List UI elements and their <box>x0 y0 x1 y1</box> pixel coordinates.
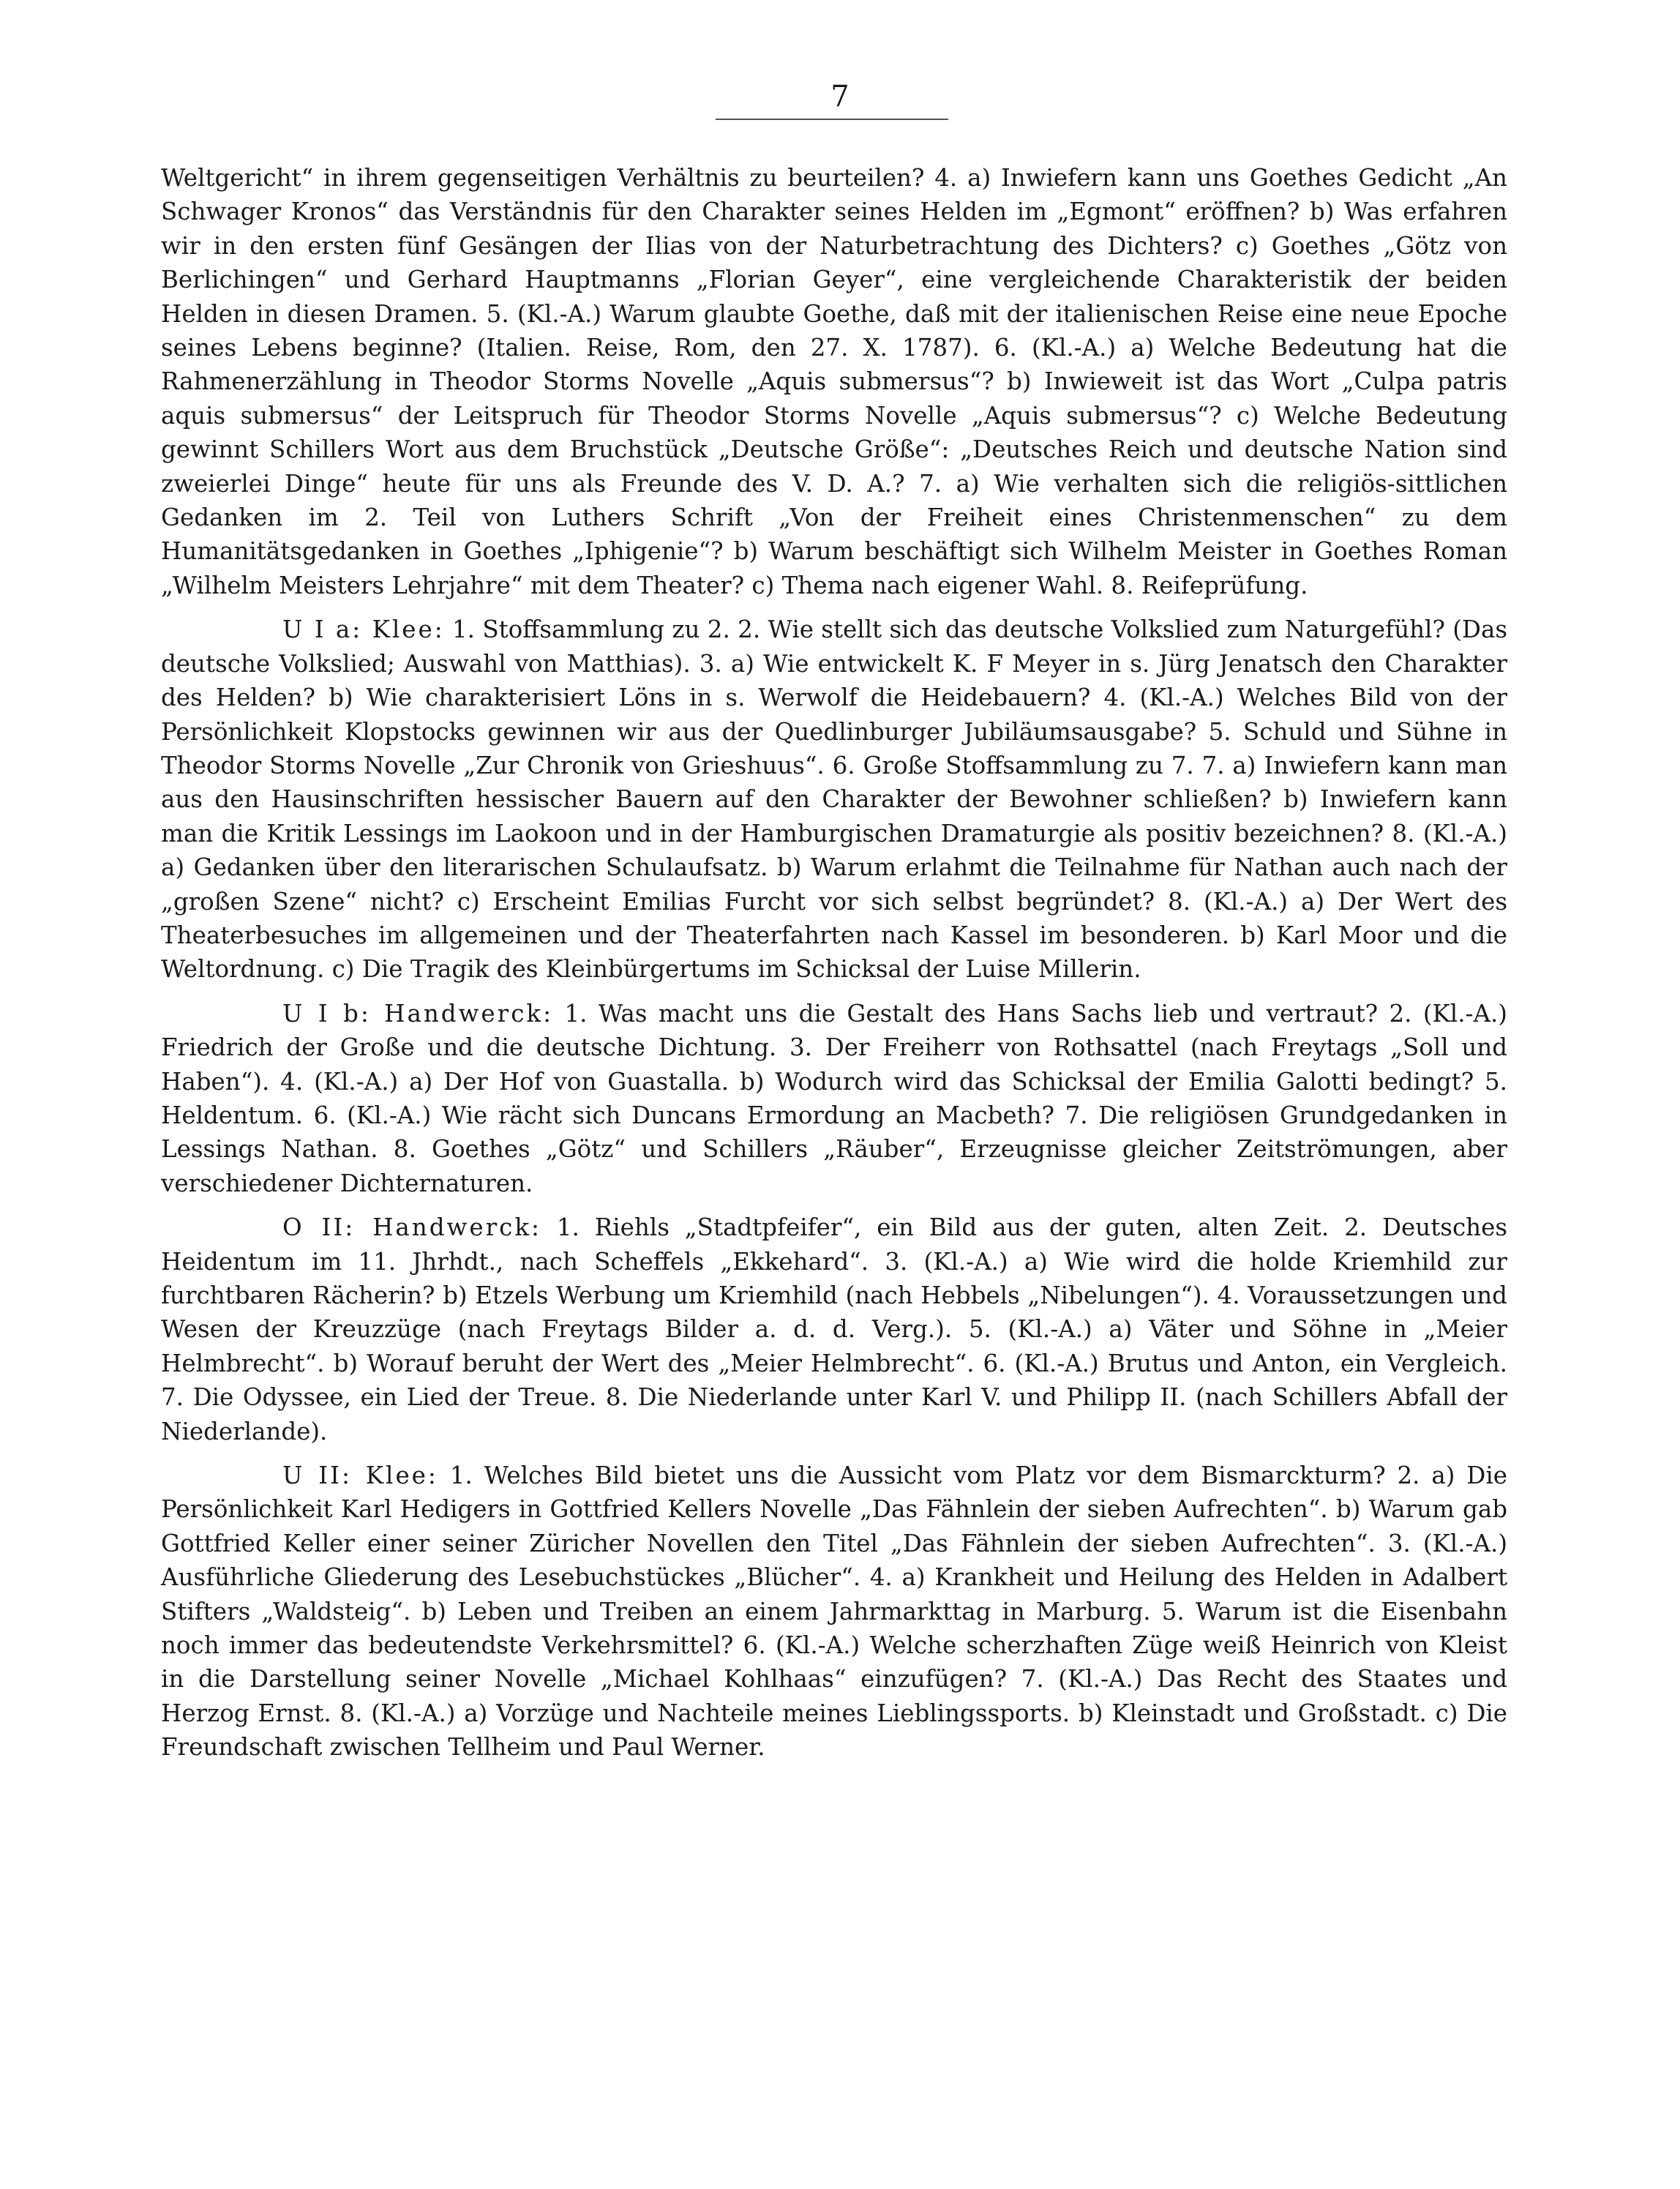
class-label-u-i-a: U I a: Klee: <box>282 615 445 644</box>
page-number: 7 <box>830 80 850 113</box>
paragraph-text: 1. Riehls „Stadtpfeifer“, ein Bild aus der guten, alten Zeit. 2. Deutsches Heidentum im 11. Jhrhdt., nach Scheffels „Ekkehard“. 3. (Kl.-A.) a) Wie wird die holde Kriemhild zur furchtbaren Rächerin? b) Etzels Werbung um Kriemhild (nach Hebbels „Nibelungen“). 4. Voraussetzungen und Wesen der Kreuzzüge (nach Freytags Bilder a. d. d. Verg.). 5. (Kl.-A.) a) Väter und Söhne in „Meier Helmbrecht“. b) Worauf beruht der Wert des „Meier Helmbrecht“. 6. (Kl.-A.) Brutus und Anton, ein Vergleich. 7. Die Odyssee, ein Lied der Treue. 8. Die Niederlande unter Karl V. und Philipp II. (nach Schillers Abfall der Niederlande). <box>161 1213 1507 1445</box>
paragraph-text: 1. Stoffsammlung zu 2. 2. Wie stellt sich das deutsche Volkslied zum Naturgefühl? (Das deutsche Volkslied; Auswahl von Matthias). 3. a) Wie entwickelt K. F Meyer in s. Jürg Jenatsch den Charakter des Helden? b) Wie charakterisiert Löns in s. Werwolf die Heidebauern? 4. (Kl.-A.) Welches Bild von der Persönlichkeit Klopstocks gewinnen wir aus der Quedlinburger Jubiläumsausgabe? 5. Schuld und Sühne in Theodor Storms Novelle „Zur Chronik von Grieshuus“. 6. Große Stoffsammlung zu 7. 7. a) Inwiefern kann man aus den Hausinschriften hessischer Bauern auf den Charakter der Bewohner schließen? b) Inwiefern kann man die Kritik Lessings im Laokoon und in der Hamburgischen Dramaturgie als positiv bezeichnen? 8. (Kl.-A.) a) Gedanken über den literarischen Schulaufsatz. b) Warum erlahmt die Teilnahme für Nathan auch nach der „großen Szene“ nicht? c) Erscheint Emilias Furcht vor sich selbst begründet? 8. (Kl.-A.) a) Der Wert des Theaterbesuches im allgemeinen und der Theaterfahrten nach Kassel im besonderen. b) Karl Moor und die Weltordnung. c) Die Tragik des Kleinbürgertums im Schicksal der Luise Millerin. <box>161 615 1507 984</box>
paragraph-o-ii <box>161 1211 1507 1448</box>
class-label-o-ii: O II: Handwerck: <box>282 1213 541 1242</box>
paragraph-continuation <box>161 161 1507 602</box>
paragraph-text: Weltgericht“ in ihrem gegenseitigen Verhältnis zu beurteilen? 4. a) Inwiefern kann uns Goethes Gedicht „An Schwager Kronos“ das Verständnis für den Charakter seines Helden im „Egmont“ eröffnen? b) Was erfahren wir in den ersten fünf Gesängen der Ilias von der Naturbetrachtung des Dichters? c) Goethes „Götz von Berlichingen“ und Gerhard Hauptmanns „Florian Geyer“, eine vergleichende Charakteristik der beiden Helden in diesen Dramen. 5. (Kl.-A.) Warum glaubte Goethe, daß mit der italienischen Reise eine neue Epoche seines Lebens beginne? (Italien. Reise, Rom, den 27. X. 1787). 6. (Kl.-A.) a) Welche Bedeutung hat die Rahmenerzählung in Theodor Storms Novelle „Aquis submersus“? b) Inwieweit ist das Wort „Culpa patris aquis submersus“ der Leitspruch für Theodor Storms Novelle „Aquis submersus“? c) Welche Bedeutung gewinnt Schillers Wort aus dem Bruchstück „Deutsche Größe“: „Deutsches Reich und deutsche Nation sind zweierlei Dinge“ heute für uns als Freunde des V. D. A.? 7. a) Wie verhalten sich die religiös-sittlichen Gedanken im 2. Teil von Luthers Schrift „Von der Freiheit eines Christenmenschen“ zu dem Humanitätsgedanken in Goethes „Iphigenie“? b) Warum beschäftigt sich Wilhelm Meister in Goethes Roman „Wilhelm Meisters Lehrjahre“ mit dem Theater? c) Thema nach eigener Wahl. 8. Reifeprüfung. <box>161 164 1507 599</box>
class-label-u-i-b: U I b: Handwerck: <box>282 999 554 1028</box>
paragraph-text: 1. Welches Bild bietet uns die Aussicht vom Platz vor dem Bismarckturm? 2. a) Die Persönlichkeit Karl Hedigers in Gottfried Kellers Novelle „Das Fähnlein der sieben Aufrechten“. b) Warum gab Gottfried Keller einer seiner Züricher Novellen den Titel „Das Fähnlein der sieben Aufrechten“. 3. (Kl.-A.) Ausführliche Gliederung des Lesebuchstückes „Blücher“. 4. a) Krankheit und Heilung des Helden in Adalbert Stifters „Waldsteig“. b) Leben und Treiben an einem Jahrmarkttag in Marburg. 5. Warum ist die Eisenbahn noch immer das bedeutendste Verkehrsmittel? 6. (Kl.-A.) Welche scherzhaften Züge weiß Heinrich von Kleist in die Darstellung seiner Novelle „Michael Kohlhaas“ einzufügen? 7. (Kl.-A.) Das Recht des Staates und Herzog Ernst. 8. (Kl.-A.) a) Vorzüge und Nachteile meines Lieblingssports. b) Kleinstadt und Großstadt. c) Die Freundschaft zwischen Tellheim und Paul Werner. <box>161 1462 1507 1762</box>
header-rule <box>716 119 948 120</box>
paragraph-u-ii <box>161 1459 1507 1765</box>
paragraph-text: 1. Was macht uns die Gestalt des Hans Sachs lieb und vertraut? 2. (Kl.-A.) Friedrich der Große und die deutsche Dichtung. 3. Der Freiherr von Rothsattel (nach Freytags „Soll und Haben“). 4. (Kl.-A.) a) Der Hof von Guastalla. b) Wodurch wird das Schicksal der Emilia Galotti bedingt? 5. Heldentum. 6. (Kl.-A.) Wie rächt sich Duncans Ermordung an Macbeth? 7. Die religiösen Grundgedanken in Lessings Nathan. 8. Goethes „Götz“ und Schillers „Räuber“, Erzeugnisse gleicher Zeitströmungen, aber verschiedener Dichternaturen. <box>161 999 1507 1197</box>
class-label-u-ii: U II: Klee: <box>282 1462 438 1490</box>
main-text <box>161 161 1507 1765</box>
paragraph-u-i-a <box>161 613 1507 986</box>
paragraph-u-i-b <box>161 997 1507 1200</box>
